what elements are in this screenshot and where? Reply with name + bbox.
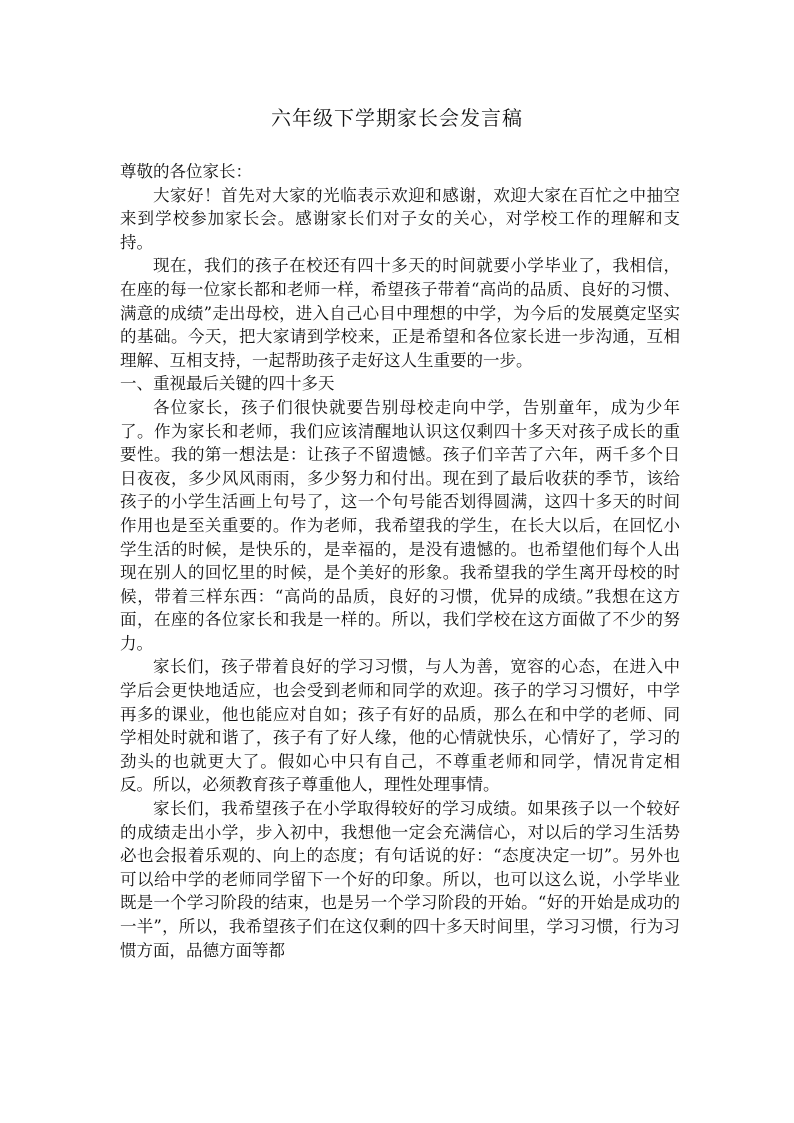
section-heading: 一、重视最后关键的四十多天 [120, 374, 335, 394]
paragraph: 大家好！首先对大家的光临表示欢迎和感谢，欢迎大家在百忙之中抽空来到学校参加家长会。感谢家长们对子女的关心，对学校工作的理解和支持。 [120, 185, 680, 252]
paragraph: 家长们，孩子带着良好的学习习惯，与人为善，宽容的心态，在进入中学后会更快地适应，也会受到老师和同学的欢迎。孩子的学习习惯好，中学再多的课业，他也能应对自如；孩子有好的品质，那么在和中学的老师、同学相处时就和谐了，孩子有了好人缘，他的心情就快乐，心情好了，学习的劲头的也就更大了。假如心中只有自己，不尊重老师和同学，情况肯定相反。所以，必须教育孩子尊重他人，理性处理事情。 [120, 657, 680, 795]
paragraph: 各位家长，孩子们很快就要告别母校走向中学，告别童年，成为少年了。作为家长和老师，我们应该清醒地认识这仅剩四十多天对孩子成长的重要性。我的第一想法是：让孩子不留遗憾。孩子们辛苦了六年，两千多个日日夜夜，多少风风雨雨，多少努力和付出。现在到了最后收获的季节，该给孩子的小学生活画上句号了，这一个句号能否划得圆满，这四十多天的时间作用也是至关重要的。作为老师，我希望我的学生，在长大以后，在回忆小学生活的时候，是快乐的，是幸福的，是没有遗憾的。也希望他们每个人出现在别人的回忆里的时候，是个美好的形象。我希望我的学生离开母校的时候，带着三样东西：“高尚的品质，良好的习惯，优异的成绩。”我想在这方面，在座的各位家长和我是一样的。所以，我们学校在这方面做了不少的努力。 [120, 397, 680, 653]
paragraph: 家长们，我希望孩子在小学取得较好的学习成绩。如果孩子以一个较好的成绩走出小学，步入初中，我想他一定会充满信心，对以后的学习生活势必也会报着乐观的、向上的态度；有句话说的好：“态度决定一切”。另外也可以给中学的老师同学留下一个好的印象。所以，也可以这么说，小学毕业既是一个学习阶段的结束，也是另一个学习阶段的开始。“好的开始是成功的一半”，所以，我希望孩子们在这仅剩的四十多天时间里，学习习惯，行为习惯方面，品德方面等都 [120, 799, 680, 960]
document-body [120, 160, 680, 962]
document-title: 六年级下学期家长会发言稿 [271, 106, 523, 130]
paragraph: 现在，我们的孩子在校还有四十多天的时间就要小学毕业了，我相信，在座的每一位家长都和老师一样，希望孩子带着“高尚的品质、良好的习惯、满意的成绩”走出母校，进入自己心目中理想的中学，为今后的发展奠定坚实的基础。今天，把大家请到学校来，正是希望和各位家长进一步沟通，互相理解、互相支持，一起帮助孩子走好这人生重要的一步。 [120, 256, 680, 370]
salutation: 尊敬的各位家长： [120, 162, 252, 181]
